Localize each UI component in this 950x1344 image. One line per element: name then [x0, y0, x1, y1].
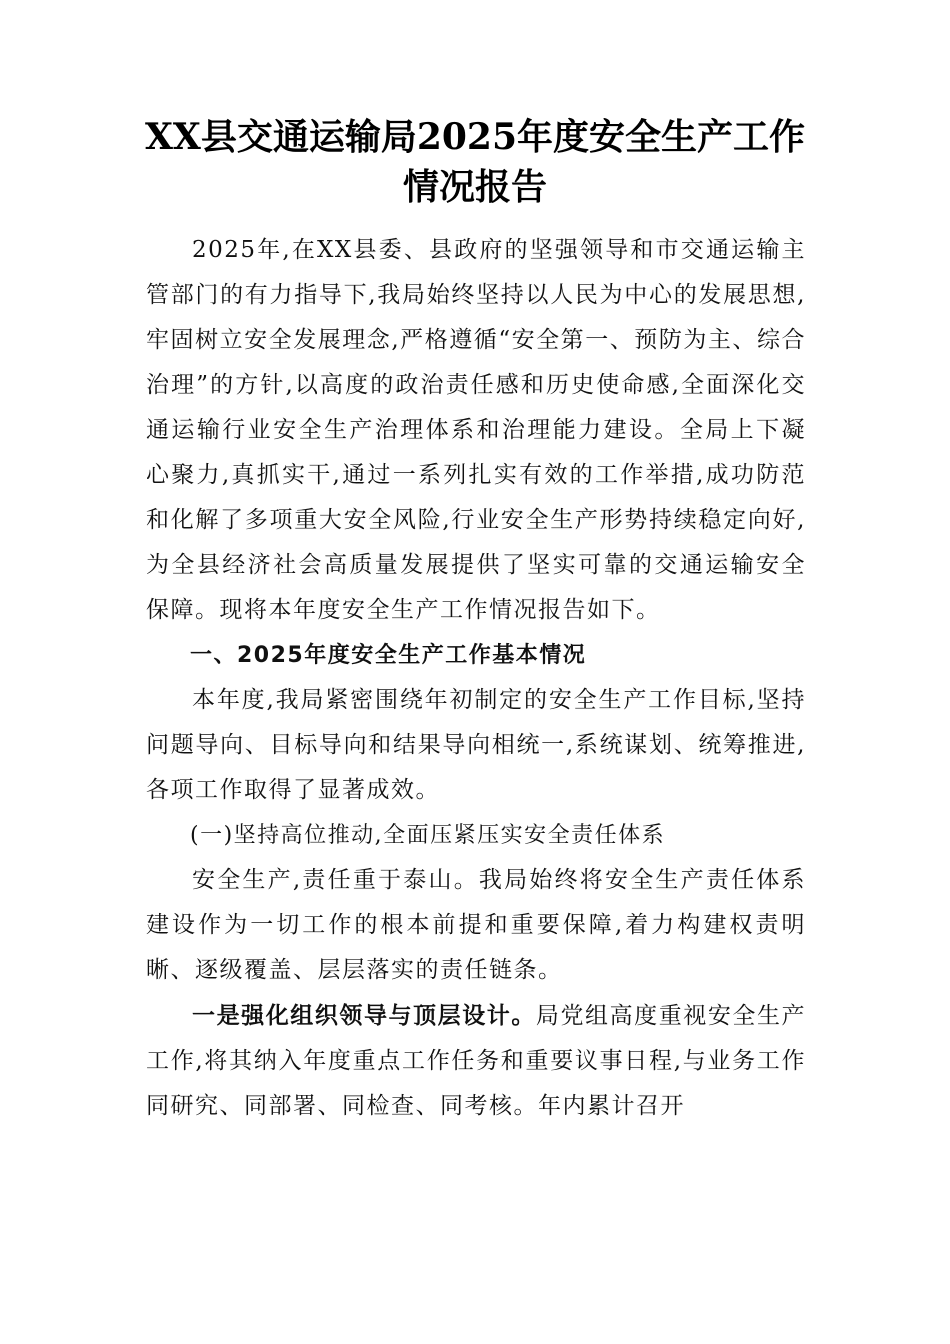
section-1-paragraph: 本年度,我局紧密围绕年初制定的安全生产工作目标,坚持问题导向、目标导向和结果导向相统一,系统谋划、统筹推进,各项工作取得了显著成效。: [146, 687, 806, 803]
subsection-1-heading: (一)坚持高位推动,全面压紧压实安全责任体系: [190, 823, 666, 848]
title-line-1: XX县交通运输局2025年度安全生产工作: [144, 116, 806, 158]
document-title: [140, 112, 810, 212]
intro-paragraph: 2025年,在XX县委、县政府的坚强领导和市交通运输主管部门的有力指导下,我局始终坚持以人民为中心的发展思想,牢固树立安全发展理念,严格遵循“安全第一、预防为主、综合治理”的方针,以高度的政治责任感和历史使命感,全面深化交通运输行业安全生产治理体系和治理能力建设。全局上下凝心聚力,真抓实干,通过一系列扎实有效的工作举措,成功防范和化解了多项重大安全风险,行业安全生产形势持续稳定向好,为全县经济社会高质量发展提供了坚实可靠的交通运输安全保障。现将本年度安全生产工作情况报告如下。: [146, 237, 806, 623]
section-1-heading: 一、2025年度安全生产工作基本情况: [190, 643, 587, 668]
subsection-1-paragraph: 安全生产,责任重于泰山。我局始终将安全生产责任体系建设作为一切工作的根本前提和重要保障,着力构建权责明晰、逐级覆盖、层层落实的责任链条。: [146, 867, 806, 983]
point-1-body: 局党组高度重视安全生产工作,将其纳入年度重点工作任务和重要议事日程,与业务工作同研究、同部署、同检查、同考核。年内累计召开: [146, 1003, 806, 1119]
point-1-paragraph: [146, 993, 806, 1129]
point-1-lead: 一是强化组织领导与顶层设计。: [192, 1002, 536, 1029]
title-line-2: 情况报告: [402, 166, 547, 208]
document-body: [146, 228, 806, 1129]
